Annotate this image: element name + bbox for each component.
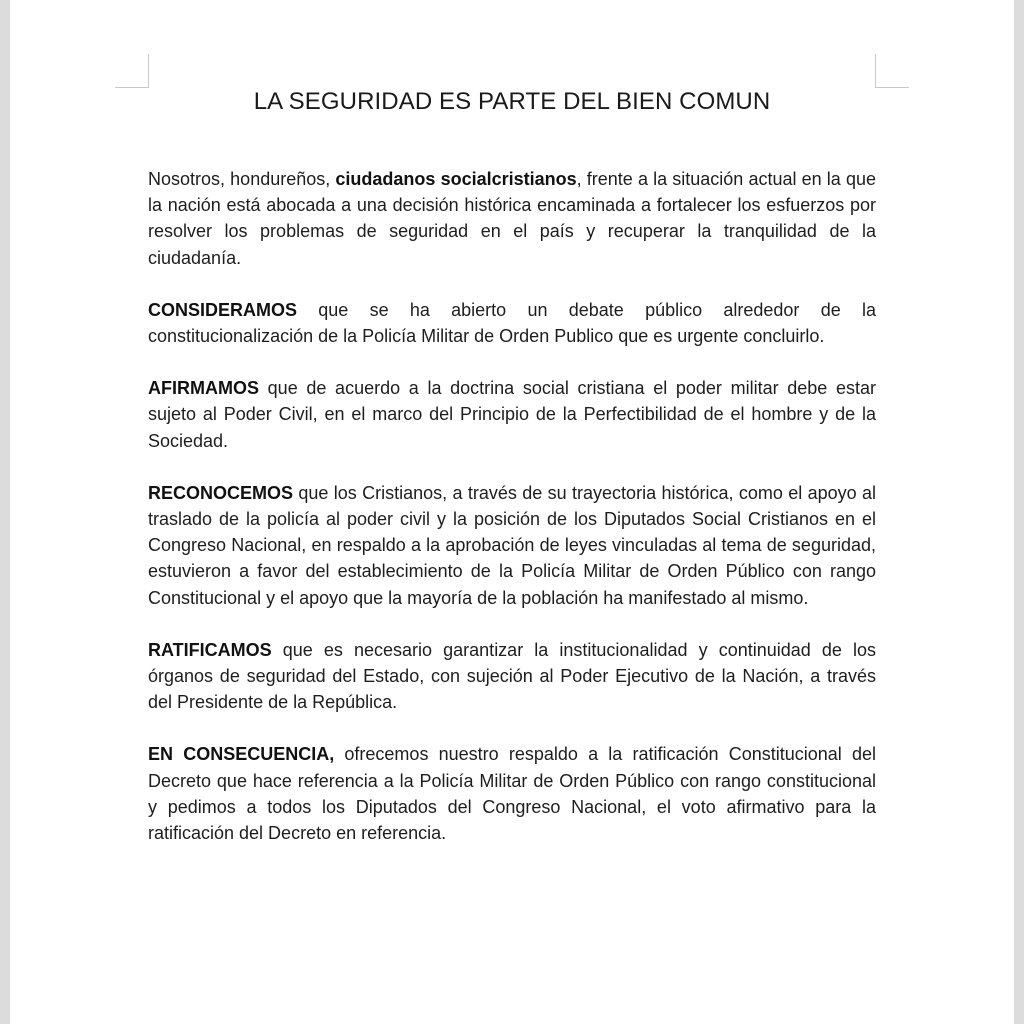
paragraph-text: que de acuerdo a la doctrina social cristiana el poder militar debe estar sujeto al Poder Civil, en el marco del Principio de la Perfectibilidad de el hombre y de la Sociedad. xyxy=(148,378,876,451)
crop-mark-top-right xyxy=(875,54,909,88)
paragraph-keyword: RATIFICAMOS xyxy=(148,639,272,660)
document-title: LA SEGURIDAD ES PARTE DEL BIEN COMUN xyxy=(253,88,771,115)
paragraph-text: que se ha abierto un debate público alrededor de la constitucionalización de la Policía Militar de Orden Publico que es urgente concluirlo. xyxy=(148,299,876,347)
paragraph-keyword: CONSIDERAMOS xyxy=(148,299,298,320)
paragraph-consideramos xyxy=(148,297,876,349)
paragraph-keyword: EN CONSECUENCIA, xyxy=(148,744,335,765)
document-body xyxy=(148,166,876,872)
paragraph-ratificamos xyxy=(148,637,876,716)
paragraph-afirmamos xyxy=(148,375,876,454)
paragraph-text: que los Cristianos, a través de su trayectoria histórica, como el apoyo al traslado de la policía al poder civil y la posición de los Diputados Social Cristianos en el Congreso Nacional, en respaldo a la aprobación de leyes vinculadas al tema de seguridad, estuvieron a favor del establecimiento de la Policía Militar de Orden Público con rango Constitucional y el apoyo que la mayoría de la población ha manifestado al mismo. xyxy=(148,482,876,608)
paragraph-lead: Nosotros, hondureños, xyxy=(148,169,336,189)
paragraph-en-consecuencia xyxy=(148,741,876,846)
paragraph-text: ofrecemos nuestro respaldo a la ratificación Constitucional del Decreto que hace referencia a la Policía Militar de Orden Público con rango constitucional y pedimos a todos los Diputados del Congreso Nacional, el voto afirmativo para la ratificación del Decreto en referencia. xyxy=(148,744,876,844)
crop-mark-top-left xyxy=(115,54,149,88)
paragraph-keyword: RECONOCEMOS xyxy=(148,482,294,503)
paragraph-keyword: AFIRMAMOS xyxy=(148,378,259,399)
paragraph-intro xyxy=(148,166,876,271)
paragraph-text: que es necesario garantizar la institucionalidad y continuidad de los órganos de seguridad del Estado, con sujeción al Poder Ejecutivo de la Nación, a través del Presidente de la República. xyxy=(148,639,876,713)
paragraph-reconocemos xyxy=(148,480,876,611)
paragraph-text: , frente a la situación actual en la que la nación está abocada a una decisión histórica encaminada a fortalecer los esfuerzos por resolver los problemas de seguridad en el país y recuperar la tranquilidad de la ciudadanía. xyxy=(148,169,876,268)
paragraph-keyword: ciudadanos socialcristianos xyxy=(335,169,577,189)
document-page xyxy=(10,0,1014,1024)
